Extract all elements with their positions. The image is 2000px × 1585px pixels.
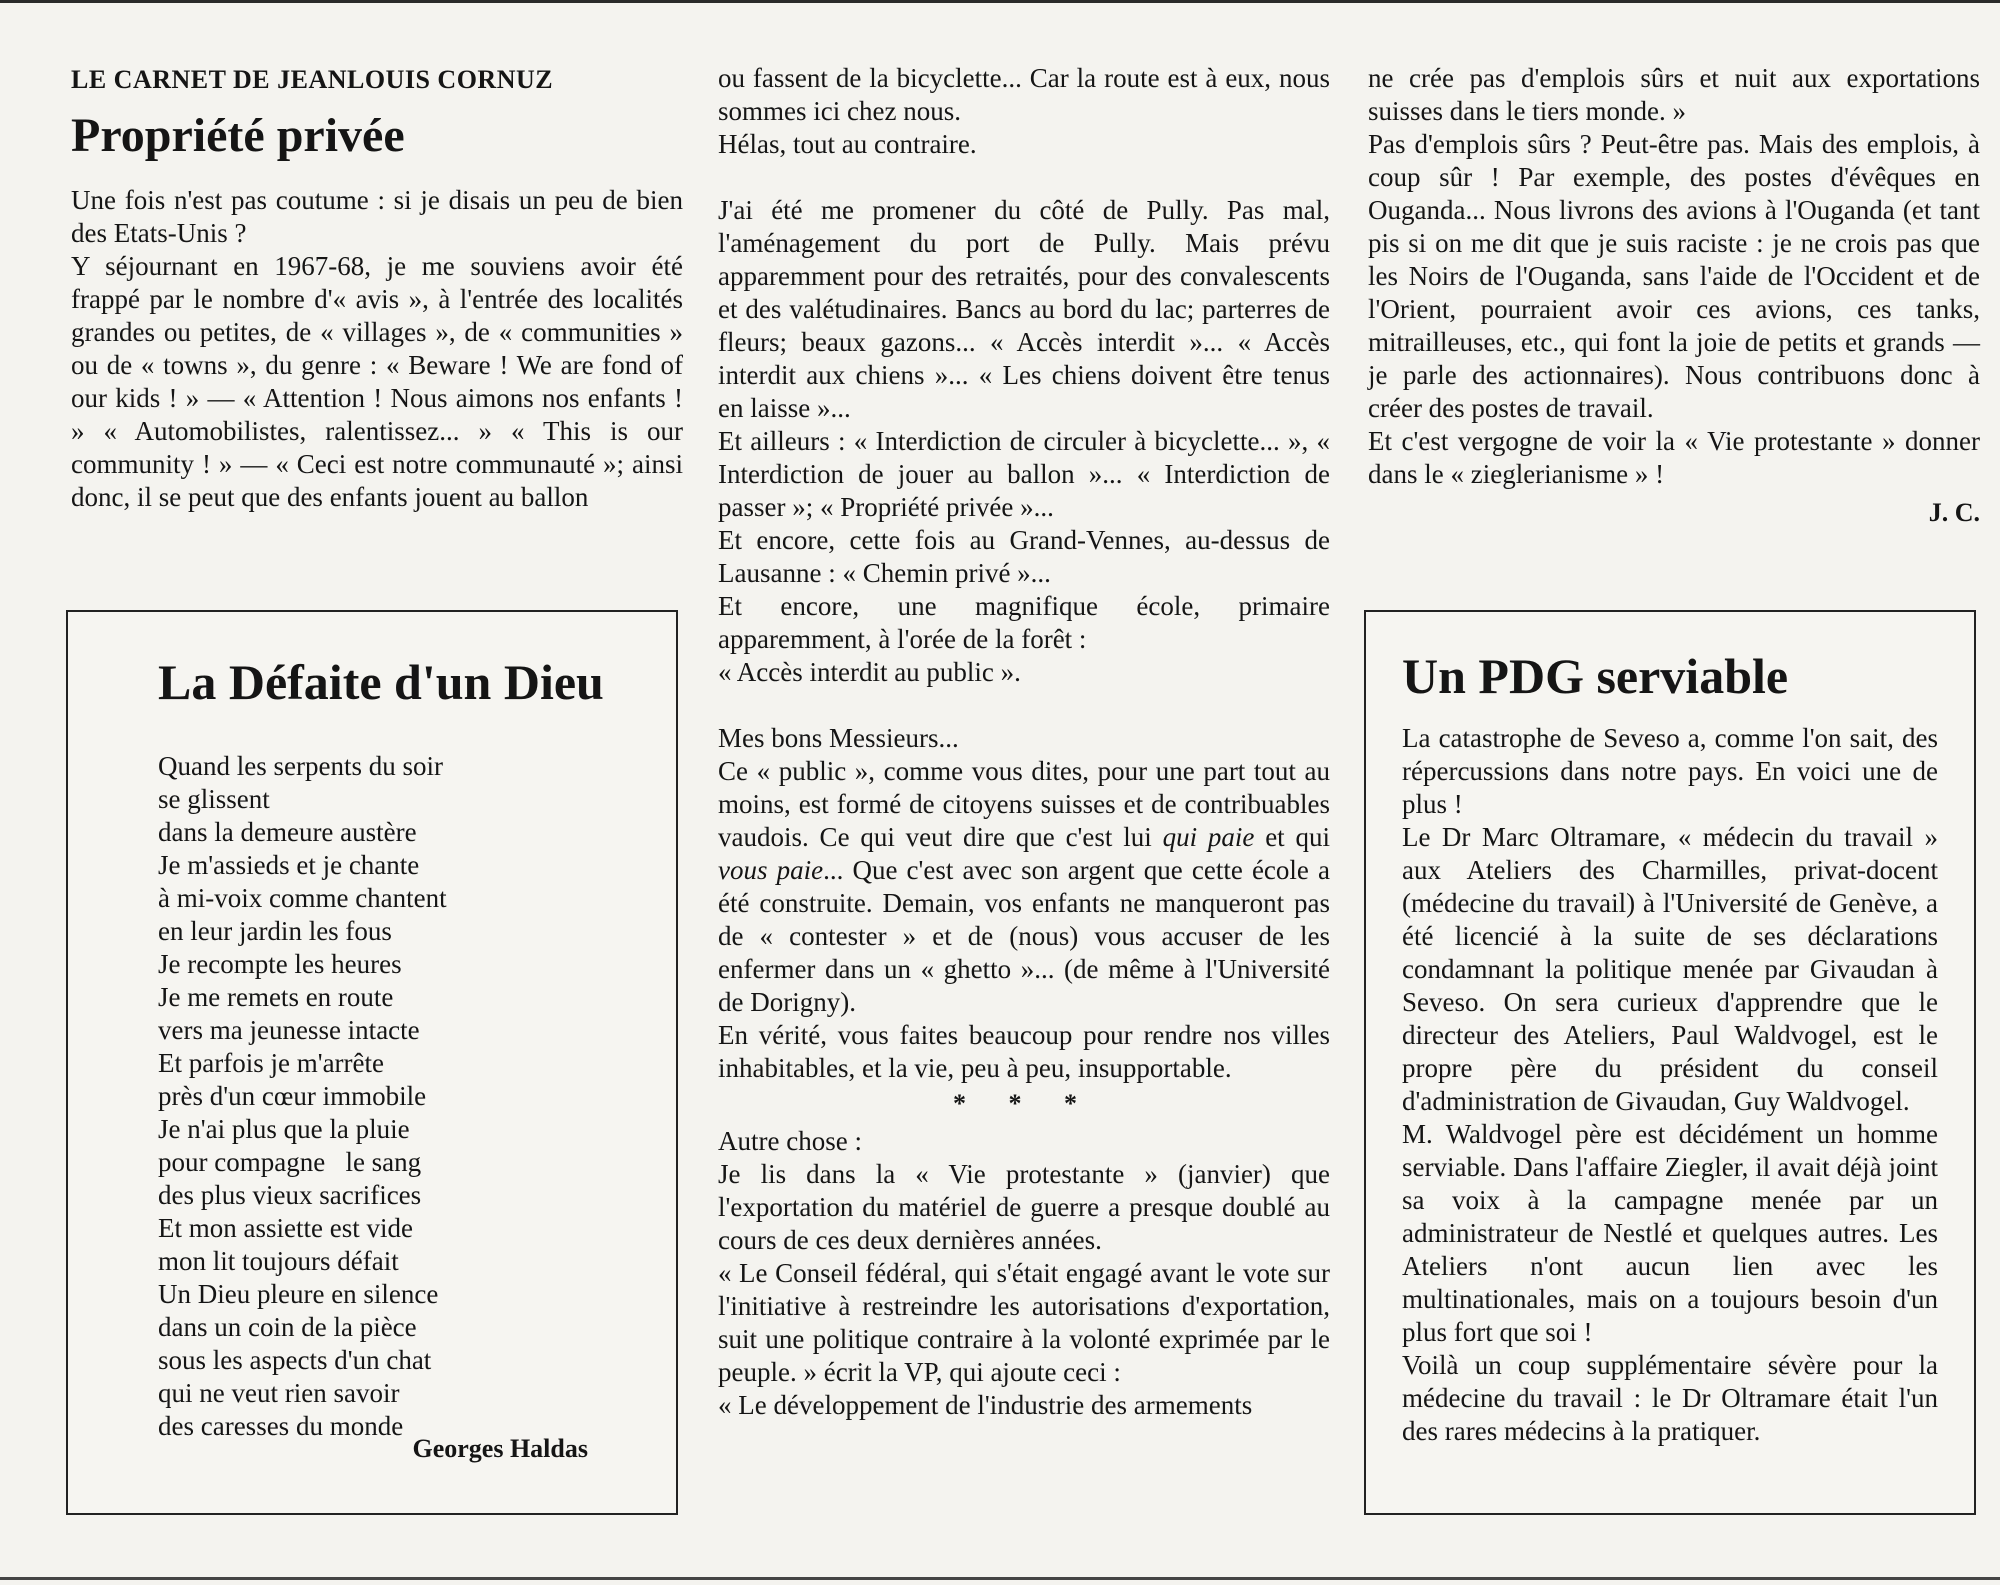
poem-line: des plus vieux sacrifices — [158, 1180, 422, 1210]
poem-line: Je m'assieds et je chante — [158, 850, 420, 880]
article-paragraph: « Accès interdit au public ». — [718, 657, 1021, 687]
article-paragraph: Mes bons Messieurs... — [718, 723, 959, 753]
poem-line: des caresses du monde — [158, 1411, 404, 1441]
pdg-paragraph: M. Waldvogel père est décidément un homme serviable. Dans l'affaire Ziegler, il avait déjà joint sa voix à la campagne menée par un administrateur de Nestlé et quelques autres. Les Ateliers n'ont aucun lien avec les multinationales, mais on a toujours besoin d'un plus fort que soi ! — [1402, 1119, 1938, 1347]
italic-run: qui paie — [1162, 822, 1255, 852]
article-paragraph: ou fassent de la bicyclette... Car la route est à eux, nous sommes ici chez nous. — [718, 63, 1330, 126]
poem-line: sous les aspects d'un chat — [158, 1345, 432, 1375]
article-paragraph: Et ailleurs : « Interdiction de circuler à bicyclette... », « Interdiction de jouer au ballon »... « Interdiction de passer »; « Propriété privée »... — [718, 426, 1330, 522]
italic-run: vous paie — [718, 855, 824, 885]
bottom-rule — [0, 1577, 2000, 1580]
poem-line: Et mon assiette est vide — [158, 1213, 413, 1243]
article-title: Propriété privée — [71, 109, 405, 162]
section-separator: * * * — [953, 1089, 1095, 1118]
poem-line: Je me remets en route — [158, 982, 394, 1012]
poem-line: à mi-voix comme chantent — [158, 883, 447, 913]
poem-line: Et parfois je m'arrête — [158, 1048, 385, 1078]
article-paragraph: Pas d'emplois sûrs ? Peut-être pas. Mais des emplois, à coup sûr ! Par exemple, des postes d'évêques en Ouganda... Nous livrons des avions à l'Ouganda (et tant pis si on me dit que je suis raciste : je ne crois pas que les Noirs de l'Ouganda, sans l'aide de l'Occident et de l'Orient, pourraient avoir ces avions, ces tanks, mitrailleuses, etc., qui font la joie de petits et grands — je parle des actionnaires). Nous contribuons donc à créer des postes de travail. — [1368, 129, 1980, 423]
article-paragraph: En vérité, vous faites beaucoup pour rendre nos villes inhabitables, et la vie, peu à peu, insupportable. — [718, 1020, 1330, 1083]
poem-line: près d'un cœur immobile — [158, 1081, 427, 1111]
article-paragraph: Et encore, une magnifique école, primaire apparemment, à l'orée de la forêt : — [718, 591, 1330, 654]
article-paragraph: Et c'est vergogne de voir la « Vie protestante » donner dans le « zieglerianisme » ! — [1368, 426, 1980, 489]
poem-title: La Défaite d'un Dieu — [158, 654, 604, 710]
poem-line: mon lit toujours défait — [158, 1246, 399, 1276]
poem-line: dans un coin de la pièce — [158, 1312, 417, 1342]
column-right — [1368, 62, 1980, 531]
column-middle — [718, 62, 1330, 1422]
poem-line: pour compagne le sang — [158, 1147, 422, 1177]
pdg-title: Un PDG serviable — [1402, 648, 1789, 704]
article-paragraph: Y séjournant en 1967-68, je me souviens avoir été frappé par le nombre d'« avis », à l'entrée des localités grandes ou petites, de « villages », de « communities » ou de « towns », du genre : « Beware ! We are fond of our kids ! » — « Attention ! Nous aimons nos enfants ! » « Automobilistes, ralentissez... » « This is our community ! » — « Ceci est notre communauté »; ainsi donc, il se peut que des enfants jouent au ballon — [71, 251, 683, 512]
text-run: et qui — [1254, 822, 1330, 852]
article-signature: J. C. — [1928, 498, 1980, 527]
pdg-body — [1402, 722, 1938, 1448]
poem-line: Un Dieu pleure en silence — [158, 1279, 439, 1309]
article-paragraph-public — [718, 755, 1330, 1019]
article-paragraph: « Le développement de l'industrie des armements — [718, 1390, 1253, 1420]
pdg-paragraph: La catastrophe de Seveso a, comme l'on sait, des répercussions dans notre pays. En voici une de plus ! — [1402, 723, 1938, 819]
poem-lines — [158, 750, 676, 1443]
poem-line: qui ne veut rien savoir — [158, 1378, 400, 1408]
poem-line: Quand les serpents du soir — [158, 751, 443, 781]
pdg-box — [1364, 610, 1976, 1515]
article-paragraph: Hélas, tout au contraire. — [718, 129, 977, 159]
article-paragraph: ne crée pas d'emplois sûrs et nuit aux exportations suisses dans le tiers monde. » — [1368, 63, 1980, 126]
article-paragraph: Une fois n'est pas coutume : si je disais un peu de bien des Etats-Unis ? — [71, 185, 683, 248]
article-paragraph: « Le Conseil fédéral, qui s'était engagé avant le vote sur l'initiative à restreindre les autorisations d'exportation, suit une politique contraire à la volonté exprimée par le peuple. » écrit la VP, qui ajoute ceci : — [718, 1258, 1330, 1387]
poem-line: Je recompte les heures — [158, 949, 402, 979]
pdg-paragraph: Voilà un coup supplémentaire sévère pour la médecine du travail : le Dr Oltramare était l'un des rares médecins à la pratiquer. — [1402, 1350, 1938, 1446]
article-paragraph: Et encore, cette fois au Grand-Vennes, au-dessus de Lausanne : « Chemin privé »... — [718, 525, 1330, 588]
article-paragraph: Autre chose : — [718, 1126, 862, 1156]
column-kicker: LE CARNET DE JEANLOUIS CORNUZ — [71, 65, 554, 94]
article-paragraph: Je lis dans la « Vie protestante » (janvier) que l'exportation du matériel de guerre a presque doublé au cours de ces deux dernières années. — [718, 1159, 1330, 1255]
pdg-paragraph: Le Dr Marc Oltramare, « médecin du travail » aux Ateliers des Charmilles, privat-docent (médecine du travail) à l'Université de Genève, a été licencié à la suite de ses déclarations condamnant la politique menée par Givaudan à Seveso. On sera curieux d'apprendre que le directeur des Ateliers, Paul Waldvogel, est le propre père du président du conseil d'administration de Givaudan, Guy Waldvogel. — [1402, 822, 1938, 1116]
column-left — [71, 62, 683, 514]
poem-line: dans la demeure austère — [158, 817, 417, 847]
poem-author: Georges Haldas — [412, 1434, 588, 1463]
text-run: ... Que c'est avec son argent que cette école a été construite. Demain, vos enfants ne manqueront pas de « contester » et de (nous) vous accuser de les enfermer dans un « ghetto »... (de même à l'Université de Dorigny). — [718, 855, 1330, 1017]
poem-line: vers ma jeunesse intacte — [158, 1015, 420, 1045]
poem-line: en leur jardin les fous — [158, 916, 392, 946]
poem-line: se glissent — [158, 784, 270, 814]
article-paragraph: J'ai été me promener du côté de Pully. Pas mal, l'aménagement du port de Pully. Mais prévu apparemment pour des retraités, pour des convalescents et des valétudinaires. Bancs au bord du lac; parterres de fleurs; beaux gazons... « Accès interdit »... « Accès interdit aux chiens »... « Les chiens doivent être tenus en laisse »... — [718, 195, 1330, 423]
poem-line: Je n'ai plus que la pluie — [158, 1114, 410, 1144]
poem-box — [66, 610, 678, 1515]
top-rule — [0, 0, 2000, 3]
text-run: Ce « public », comme vous dites, pour une part tout au moins, est formé de citoyens suisses et de contribuables vaudois. Ce qui veut dire que c'est lui — [718, 756, 1330, 852]
